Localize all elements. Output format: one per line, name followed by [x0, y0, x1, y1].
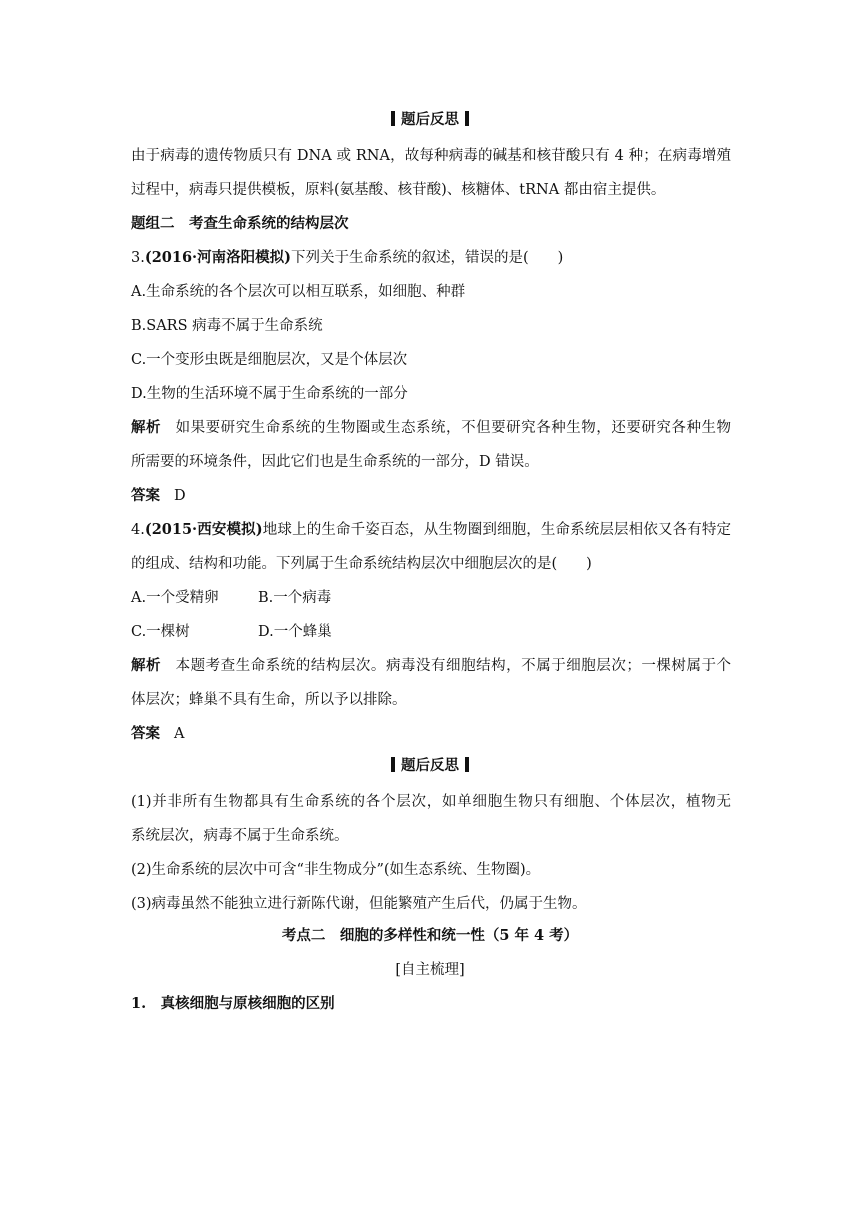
question-4-stem-line2: 的组成、结构和功能。下列属于生命系统结构层次中细胞层次的是( ) [131, 556, 592, 572]
analysis-line: 体层次；蜂巢不具有生命，所以予以排除。 [131, 692, 407, 708]
option-d: D.一个蜂巢 [258, 624, 332, 640]
group-title: 题组二 考查生命系统的结构层次 [131, 215, 349, 232]
options-row [131, 622, 731, 642]
answer-line: 答案 D [131, 487, 186, 504]
reflection-text-line: (3)病毒虽然不能独立进行新陈代谢，但能繁殖产生后代，仍属于生物。 [131, 896, 587, 912]
section-item-1: 1. 真核细胞与原核细胞的区别 [131, 995, 335, 1012]
reflection-text-line: 过程中，病毒只提供模板，原料(氨基酸、核苷酸)、核糖体、tRNA 都由宿主提供。 [131, 182, 666, 198]
question-3-stem: 3.(2016·河南洛阳模拟)下列关于生命系统的叙述，错误的是( ) [131, 249, 564, 266]
section-subtitle: [自主梳理] [395, 962, 465, 978]
question-4-stem: 4.(2015·西安模拟)地球上的生命千姿百态，从生物圈到细胞，生命系统层层相依又各有特定 [131, 521, 731, 538]
answer-line: 答案 A [131, 725, 185, 742]
option-c: C.一棵树 [131, 624, 190, 640]
option-b: B.一个病毒 [258, 590, 332, 606]
option-a: A.生命系统的各个层次可以相互联系，如细胞、种群 [131, 284, 466, 300]
reflection-heading: 题后反思 [0, 110, 860, 130]
analysis-line: 解析 如果要研究生命系统的生物圈或生态系统，不但要研究各种生物，还要研究各种生物 [131, 419, 732, 436]
options-row [131, 588, 731, 608]
option-d: D.生物的生活环境不属于生命系统的一部分 [131, 386, 408, 402]
reflection-text-line: (1)并非所有生物都具有生命系统的各个层次，如单细胞生物只有细胞、个体层次，植物无 [131, 794, 731, 810]
analysis-line: 解析 本题考查生命系统的结构层次。病毒没有细胞结构，不属于细胞层次；一棵树属于个 [131, 657, 732, 674]
reflection-text-line: 系统层次，病毒不属于生命系统。 [131, 828, 349, 844]
option-c: C.一个变形虫既是细胞层次，又是个体层次 [131, 352, 408, 368]
option-b: B.SARS 病毒不属于生命系统 [131, 318, 323, 334]
reflection-text-line: 由于病毒的遗传物质只有 DNA 或 RNA，故每种病毒的碱基和核苷酸只有 4 种；在病毒增殖 [131, 148, 731, 164]
option-a: A.一个受精卵 [131, 590, 219, 606]
reflection-text-line: (2)生命系统的层次中可含“非生物成分”(如生态系统、生物圈)。 [131, 862, 541, 878]
analysis-line: 所需要的环境条件，因此它们也是生命系统的一部分，D 错误。 [131, 454, 539, 470]
reflection-heading: 题后反思 [0, 756, 860, 776]
section-title: 考点二 细胞的多样性和统一性（5 年 4 考） [281, 927, 579, 944]
